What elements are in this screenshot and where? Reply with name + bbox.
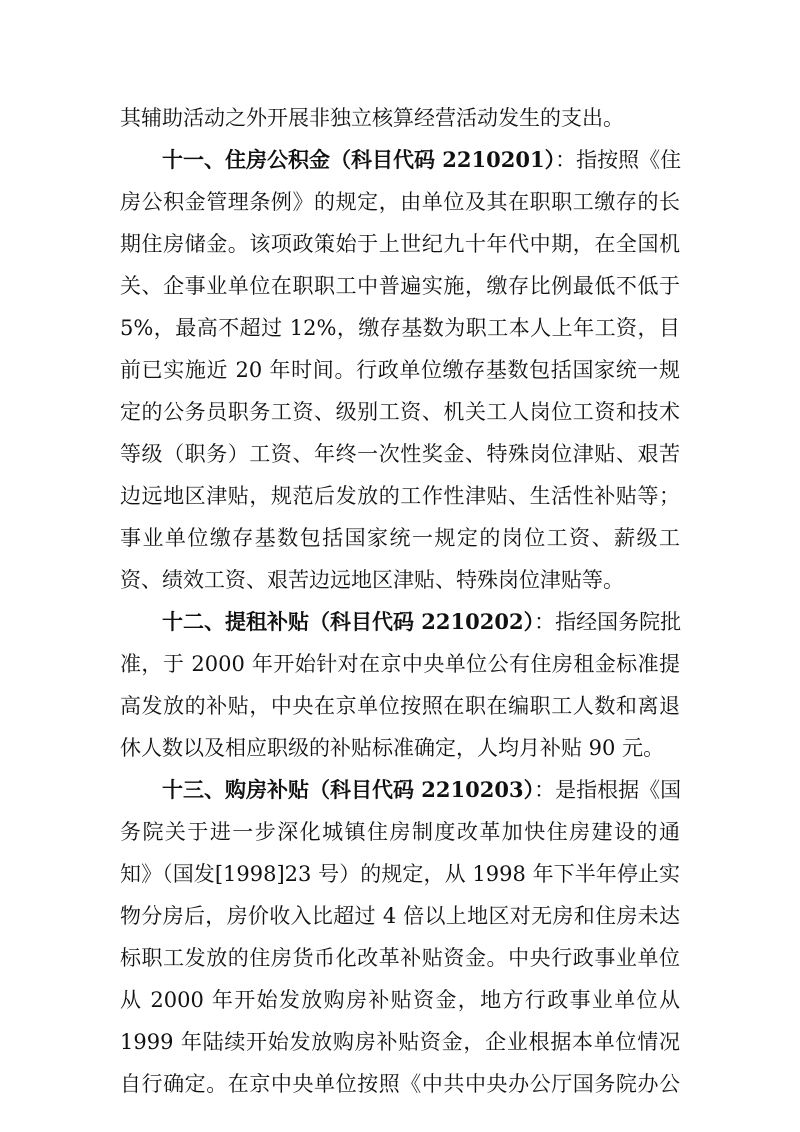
- section-11-line: 关、企事业单位在职职工中普遍实施，缴存比例最低不低于: [120, 274, 680, 298]
- section-11-line: 事业单位缴存基数包括国家统一规定的岗位工资、薪级工: [120, 526, 680, 550]
- section-13-line: 物分房后，房价收入比超过 4 倍以上地区对无房和住房未达: [120, 904, 680, 928]
- section-13-line: 1999 年陆续开始发放购房补贴资金，企业根据本单位情况: [120, 1030, 680, 1054]
- section-13-heading: 十三、购房补贴（科目代码 2210203）: [162, 777, 535, 802]
- section-13-line: 务院关于进一步深化城镇住房制度改革加快住房建设的通: [120, 820, 680, 844]
- section-13-first-line-rest: ：是指根据《国: [534, 778, 682, 802]
- section-11-line: 房公积金管理条例》的规定，由单位及其在职职工缴存的长: [120, 190, 680, 214]
- section-11-line: 5%，最高不超过 12%，缴存基数为职工本人上年工资，目: [120, 316, 680, 340]
- section-13-line: 自行确定。在京中央单位按照《中共中央办公厅国务院办公: [120, 1072, 680, 1096]
- section-12-line: 高发放的补贴，中央在京单位按照在职在编职工人数和离退: [120, 694, 680, 718]
- section-12-heading: 十二、提租补贴（科目代码 2210202）: [162, 609, 535, 634]
- section-11-heading: 十一、住房公积金（科目代码 2210201）: [162, 147, 556, 172]
- section-11-line: 边远地区津贴，规范后发放的工作性津贴、生活性补贴等；: [120, 484, 680, 508]
- section-12-line: 准，于 2000 年开始针对在京中央单位公有住房租金标准提: [120, 652, 680, 676]
- section-13-line: 知》（国发[1998]23 号）的规定，从 1998 年下半年停止实: [120, 862, 680, 886]
- section-11-line: 前已实施近 20 年时间。行政单位缴存基数包括国家统一规: [120, 358, 680, 382]
- section-11-line: 资、绩效工资、艰苦边远地区津贴、特殊岗位津贴等。: [120, 568, 624, 592]
- section-13-first-line: [162, 776, 680, 804]
- section-11-line: 等级（职务）工资、年终一次性奖金、特殊岗位津贴、艰苦: [120, 442, 680, 466]
- section-11-first-line-rest: ：指按照《住: [555, 148, 682, 172]
- section-13-line: 标职工发放的住房货币化改革补贴资金。中央行政事业单位: [120, 946, 680, 970]
- section-11-line: 期住房储金。该项政策始于上世纪九十年代中期，在全国机: [120, 232, 680, 256]
- intro-line: 其辅助活动之外开展非独立核算经营活动发生的支出。: [120, 106, 624, 130]
- section-13-line: 从 2000 年开始发放购房补贴资金，地方行政事业单位从: [120, 988, 680, 1012]
- section-11-line: 定的公务员职务工资、级别工资、机关工人岗位工资和技术: [120, 400, 680, 424]
- section-12-first-line: [162, 608, 680, 636]
- section-12-line: 休人数以及相应职级的补贴标准确定，人均月补贴 90 元。: [120, 736, 665, 760]
- section-11-first-line: [162, 146, 680, 174]
- section-12-first-line-rest: ：指经国务院批: [534, 610, 682, 634]
